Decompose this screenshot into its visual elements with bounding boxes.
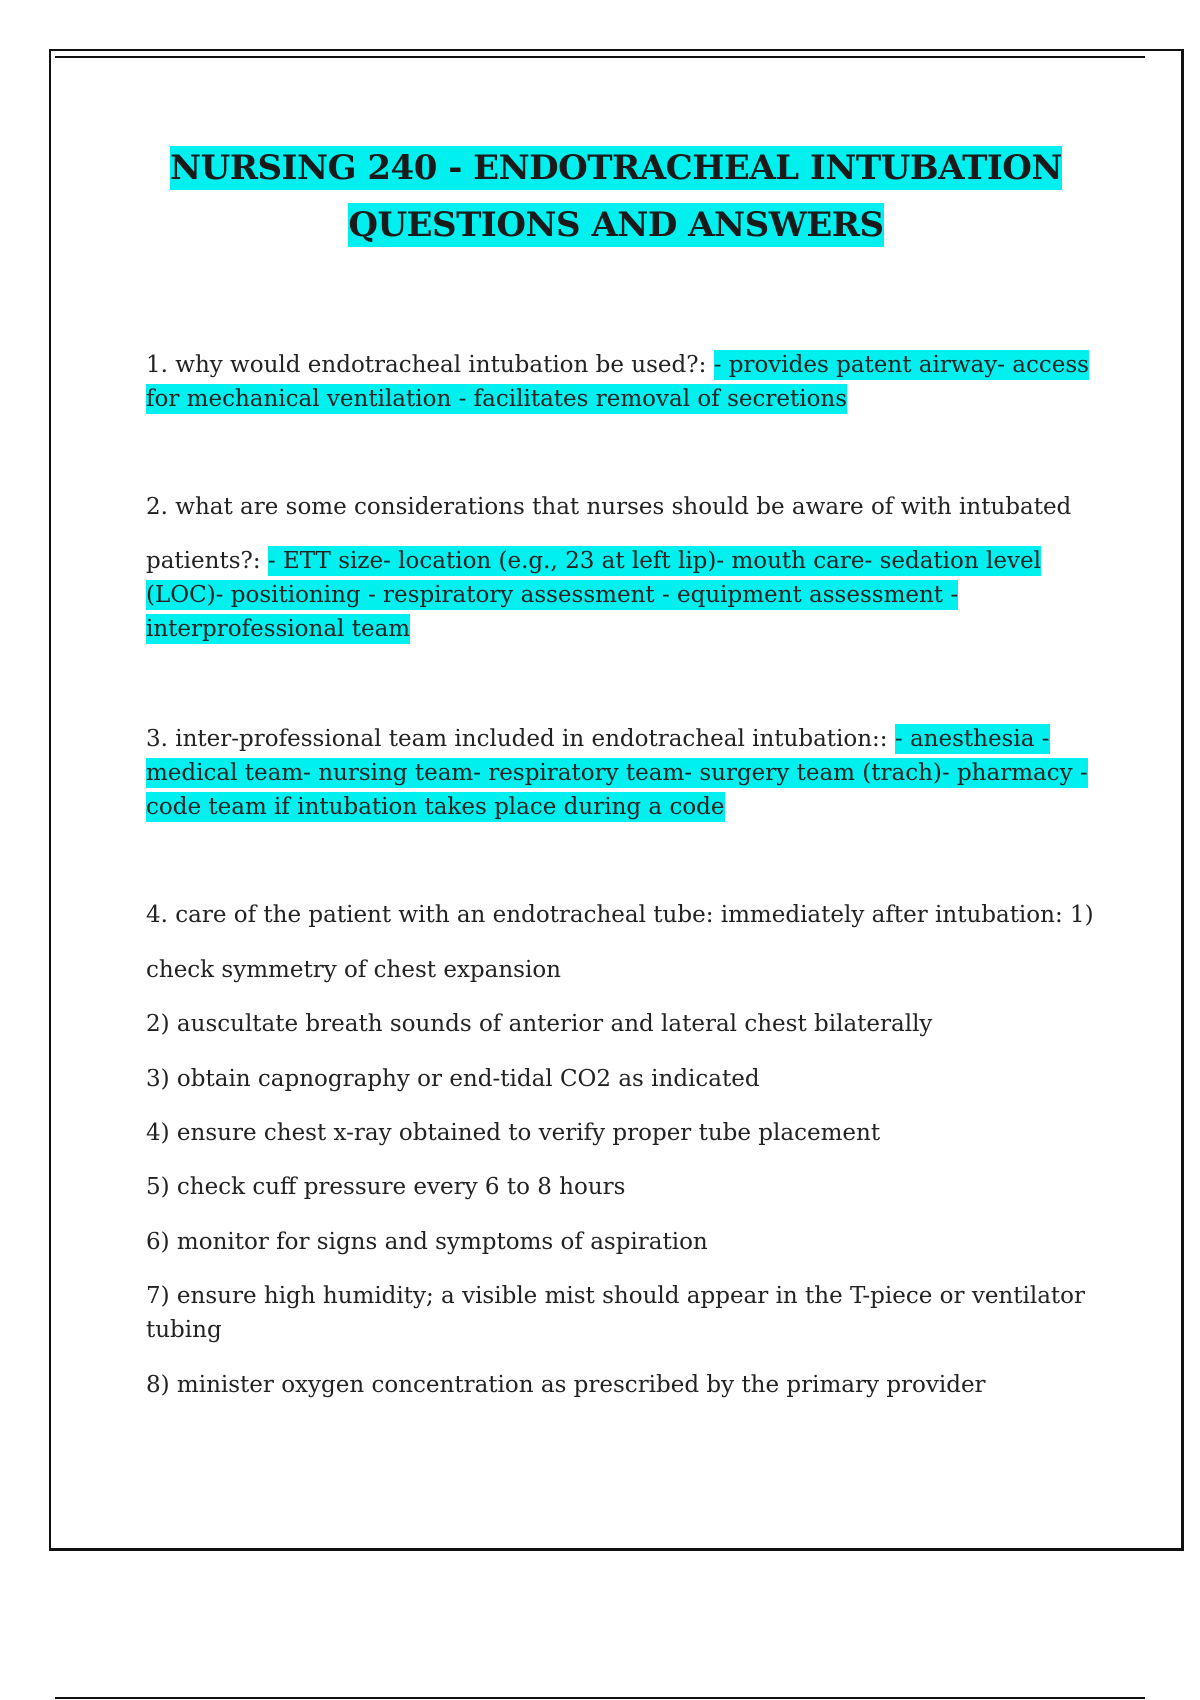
care-step-2: 2) auscultate breath sounds of anterior and lateral chest bilaterally	[146, 1011, 933, 1037]
care-step-1: check symmetry of chest expansion	[146, 957, 561, 983]
answer-3: - anesthesia - medical team- nursing team- respiratory team- surgery team (trach)- pharmacy - code team if intubation takes place during a code	[146, 726, 1088, 820]
question-2-line-2: patients?:	[146, 548, 268, 574]
title-line-1: NURSING 240 - ENDOTRACHEAL INTUBATION	[170, 148, 1062, 188]
document-title	[146, 140, 1086, 254]
care-step-8: 8) minister oxygen concentration as prescribed by the primary provider	[146, 1372, 986, 1398]
care-step-5: 5) check cuff pressure every 6 to 8 hours	[146, 1174, 626, 1200]
bottom-rule	[55, 1697, 1145, 1699]
question-1: 1. why would endotracheal intubation be used?:	[146, 352, 714, 378]
title-line-2: QUESTIONS AND ANSWERS	[348, 205, 884, 245]
question-4: 4. care of the patient with an endotracheal tube: immediately after intubation: 1)	[146, 902, 1094, 928]
care-step-4: 4) ensure chest x-ray obtained to verify proper tube placement	[146, 1120, 881, 1146]
question-2-line-1: 2. what are some considerations that nurses should be aware of with intubated	[146, 494, 1072, 520]
qa-item-1	[146, 348, 1091, 416]
care-step-7: 7) ensure high humidity; a visible mist should appear in the T-piece or ventilator tubing	[146, 1283, 1085, 1343]
care-step-3: 3) obtain capnography or end-tidal CO2 as indicated	[146, 1066, 760, 1092]
qa-item-3	[146, 722, 1091, 824]
top-rule	[55, 56, 1145, 58]
qa-item-2	[146, 544, 1091, 646]
answer-1: - provides patent airway- access for mechanical ventilation - facilitates removal of secretions	[146, 352, 1089, 412]
answer-2: - ETT size- location (e.g., 23 at left lip)- mouth care- sedation level (LOC)- positioning - respiratory assessment - equipment assessment - interprofessional team	[146, 548, 1041, 642]
care-step-6: 6) monitor for signs and symptoms of aspiration	[146, 1229, 708, 1255]
question-3: 3. inter-professional team included in endotracheal intubation::	[146, 726, 895, 752]
